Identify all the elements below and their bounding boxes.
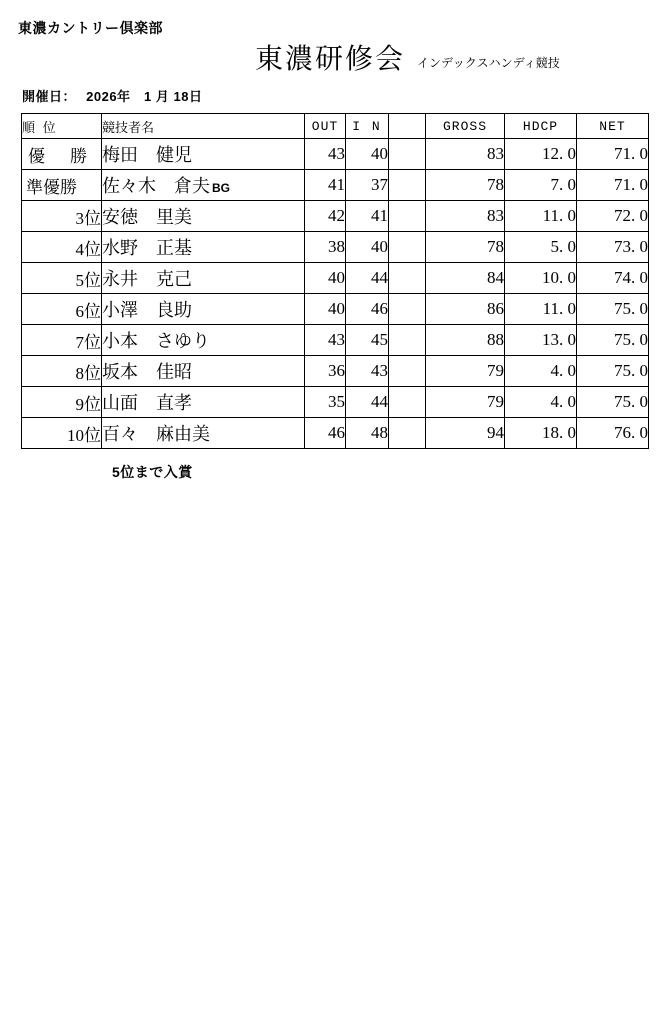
cell-in: 41 <box>346 201 389 232</box>
cell-blank <box>389 418 426 449</box>
table-row <box>22 232 649 263</box>
player-name: 小澤 良助 <box>102 300 192 320</box>
event-date-label: 開催日： <box>22 89 77 104</box>
cell-blank <box>389 201 426 232</box>
cell-in: 45 <box>346 325 389 356</box>
cell-hdcp: 4. 0 <box>505 387 577 418</box>
cell-net: 75. 0 <box>577 325 649 356</box>
table-row <box>22 170 649 201</box>
cell-name <box>102 387 305 418</box>
cell-net: 75. 0 <box>577 387 649 418</box>
page-title: 東濃研修会 <box>255 44 406 75</box>
cell-hdcp: 12. 0 <box>505 139 577 170</box>
cell-name <box>102 170 305 201</box>
cell-blank <box>389 139 426 170</box>
results-table <box>21 113 649 449</box>
cell-net: 74. 0 <box>577 263 649 294</box>
cell-in: 48 <box>346 418 389 449</box>
cell-out: 35 <box>305 387 346 418</box>
page-subtitle: インデックスハンディ競技 <box>417 56 560 70</box>
cell-in: 40 <box>346 232 389 263</box>
cell-blank <box>389 263 426 294</box>
column-header-hdcp: HDCP <box>505 114 577 139</box>
table-row <box>22 356 649 387</box>
cell-gross: 79 <box>426 387 505 418</box>
cell-name <box>102 232 305 263</box>
player-name: 永井 克己 <box>102 269 192 289</box>
table-header-row <box>22 114 649 139</box>
cell-blank <box>389 170 426 201</box>
cell-rank: 6位 <box>22 294 102 325</box>
player-name: 百々 麻由美 <box>102 424 210 444</box>
cell-gross: 78 <box>426 170 505 201</box>
cell-name <box>102 294 305 325</box>
player-name: 小本 さゆり <box>102 331 210 351</box>
table-row <box>22 139 649 170</box>
cell-net: 76. 0 <box>577 418 649 449</box>
cell-out: 38 <box>305 232 346 263</box>
column-header-net: NET <box>577 114 649 139</box>
cell-name <box>102 139 305 170</box>
cell-gross: 84 <box>426 263 505 294</box>
cell-net: 75. 0 <box>577 294 649 325</box>
cell-blank <box>389 294 426 325</box>
table-row <box>22 263 649 294</box>
cell-net: 75. 0 <box>577 356 649 387</box>
cell-blank <box>389 356 426 387</box>
cell-net: 71. 0 <box>577 170 649 201</box>
table-row <box>22 294 649 325</box>
cell-blank <box>389 387 426 418</box>
event-date-value: 2026年 1 月 18日 <box>86 89 203 104</box>
player-name: 坂本 佳昭 <box>102 362 192 382</box>
cell-gross: 79 <box>426 356 505 387</box>
cell-name <box>102 418 305 449</box>
cell-gross: 78 <box>426 232 505 263</box>
cell-hdcp: 5. 0 <box>505 232 577 263</box>
cell-out: 43 <box>305 325 346 356</box>
cell-gross: 88 <box>426 325 505 356</box>
column-header-rank: 順 位 <box>22 114 102 139</box>
player-name: 梅田 健児 <box>102 145 192 165</box>
cell-hdcp: 18. 0 <box>505 418 577 449</box>
cell-out: 40 <box>305 263 346 294</box>
cell-rank: 3位 <box>22 201 102 232</box>
cell-in: 44 <box>346 387 389 418</box>
table-row <box>22 201 649 232</box>
cell-blank <box>389 325 426 356</box>
cell-name <box>102 356 305 387</box>
cell-blank <box>389 232 426 263</box>
cell-rank: 8位 <box>22 356 102 387</box>
cell-net: 71. 0 <box>577 139 649 170</box>
cell-out: 40 <box>305 294 346 325</box>
column-header-gross: GROSS <box>426 114 505 139</box>
table-row <box>22 387 649 418</box>
cell-gross: 83 <box>426 139 505 170</box>
event-date <box>22 86 202 105</box>
award-footnote: 5位まで入賞 <box>112 464 193 480</box>
cell-out: 42 <box>305 201 346 232</box>
club-name: 東濃カントリー倶楽部 <box>18 20 163 36</box>
column-header-blank <box>389 114 426 139</box>
cell-out: 41 <box>305 170 346 201</box>
cell-hdcp: 10. 0 <box>505 263 577 294</box>
cell-gross: 94 <box>426 418 505 449</box>
cell-rank: 5位 <box>22 263 102 294</box>
cell-gross: 86 <box>426 294 505 325</box>
cell-out: 46 <box>305 418 346 449</box>
cell-rank: 9位 <box>22 387 102 418</box>
cell-in: 37 <box>346 170 389 201</box>
cell-in: 43 <box>346 356 389 387</box>
cell-hdcp: 4. 0 <box>505 356 577 387</box>
cell-rank: 7位 <box>22 325 102 356</box>
player-name: 安徳 里美 <box>102 207 192 227</box>
player-name: 水野 正基 <box>102 238 192 258</box>
cell-in: 40 <box>346 139 389 170</box>
player-name: 佐々木 倉夫 <box>102 176 210 196</box>
cell-rank: 優 勝 <box>22 139 102 170</box>
cell-hdcp: 13. 0 <box>505 325 577 356</box>
cell-rank: 準優勝 <box>22 170 102 201</box>
cell-out: 43 <box>305 139 346 170</box>
cell-net: 72. 0 <box>577 201 649 232</box>
column-header-out: OUT <box>305 114 346 139</box>
cell-hdcp: 11. 0 <box>505 201 577 232</box>
column-header-in: I N <box>346 114 389 139</box>
cell-name <box>102 263 305 294</box>
title-block <box>255 46 560 74</box>
column-header-name: 競技者名 <box>102 114 305 139</box>
table-row <box>22 325 649 356</box>
cell-hdcp: 7. 0 <box>505 170 577 201</box>
cell-net: 73. 0 <box>577 232 649 263</box>
bg-tag: BG <box>212 181 230 195</box>
cell-hdcp: 11. 0 <box>505 294 577 325</box>
table-row <box>22 418 649 449</box>
cell-name <box>102 325 305 356</box>
cell-rank: 10位 <box>22 418 102 449</box>
cell-gross: 83 <box>426 201 505 232</box>
cell-in: 46 <box>346 294 389 325</box>
cell-rank: 4位 <box>22 232 102 263</box>
player-name: 山面 直孝 <box>102 393 192 413</box>
cell-name <box>102 201 305 232</box>
cell-in: 44 <box>346 263 389 294</box>
cell-out: 36 <box>305 356 346 387</box>
